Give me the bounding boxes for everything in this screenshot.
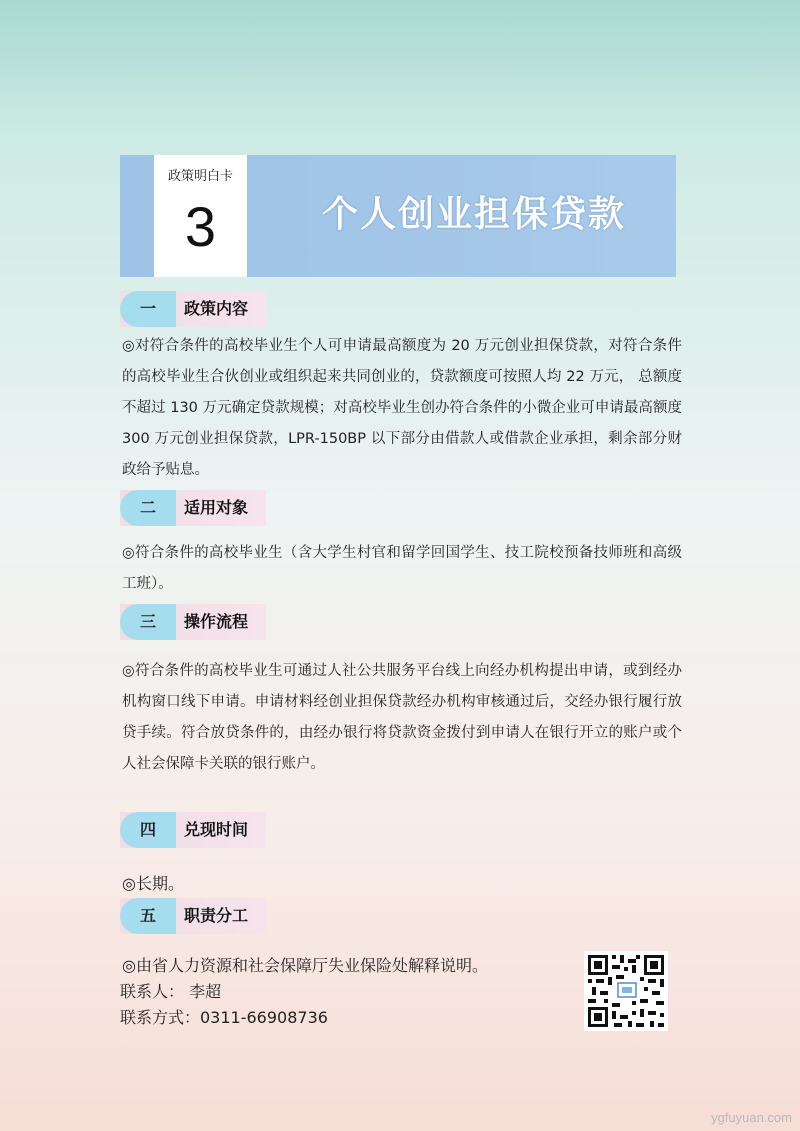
contact-person: 联系人： 李超: [120, 982, 222, 1001]
section-header-3: [120, 604, 266, 640]
section-header-1: [120, 291, 266, 327]
section-body-3: ◎符合条件的高校毕业生可通过人社公共服务平台线上向经办机构提出申请，或到经办机构窗口线下申请。申请材料经创业担保贷款经办机构审核通过后，交经办银行履行放贷手续。符合放贷条件的，由经办银行将贷款资金拨付到申请人在银行开立的账户或个人社会保障卡关联的银行账户。: [122, 663, 682, 772]
section-title: 适用对象: [184, 498, 249, 517]
section-header-4: [120, 812, 266, 848]
contact-phone: 联系方式：0311-66908736: [120, 1008, 328, 1027]
section-number: 五: [139, 906, 156, 925]
section-number: 二: [139, 498, 156, 517]
section-body-2: ◎符合条件的高校毕业生（含大学生村官和留学回国学生、技工院校预备技师班和高级工班）。: [122, 545, 682, 592]
section-body-4: ◎长期。: [122, 874, 184, 893]
section-title: 政策内容: [184, 299, 249, 318]
section-header-5: [120, 898, 266, 934]
watermark: ygfuyuan.com: [711, 1110, 792, 1125]
section-title: 职责分工: [184, 906, 249, 925]
policy-card: [154, 155, 247, 277]
section-header-2: [120, 490, 266, 526]
page-title: 个人创业担保贷款: [322, 193, 627, 235]
qr-code-icon: [584, 951, 668, 1031]
section-number: 一: [139, 299, 156, 318]
section-number: 四: [139, 820, 156, 839]
card-label: 政策明白卡: [167, 169, 233, 184]
section-title: 操作流程: [184, 612, 249, 631]
section-title: 兑现时间: [184, 820, 249, 839]
card-number: 3: [184, 195, 217, 258]
section-number: 三: [139, 612, 156, 631]
section-body-1: ◎对符合条件的高校毕业生个人可申请最高额度为 20 万元创业担保贷款，对符合条件的高校毕业生合伙创业或组织起来共同创业的，贷款额度可按照人均 22 万元， 总额度不超过 130 万元确定贷款规模；对高校毕业生创办符合条件的小微企业可申请最高额度 300 万元创业担保贷款，LPR-150BP 以下部分由借款人或借款企业承担，剩余部分财政给予贴息。: [122, 338, 682, 478]
section-body-5: ◎由省人力资源和社会保障厅失业保险处解释说明。: [122, 956, 488, 975]
